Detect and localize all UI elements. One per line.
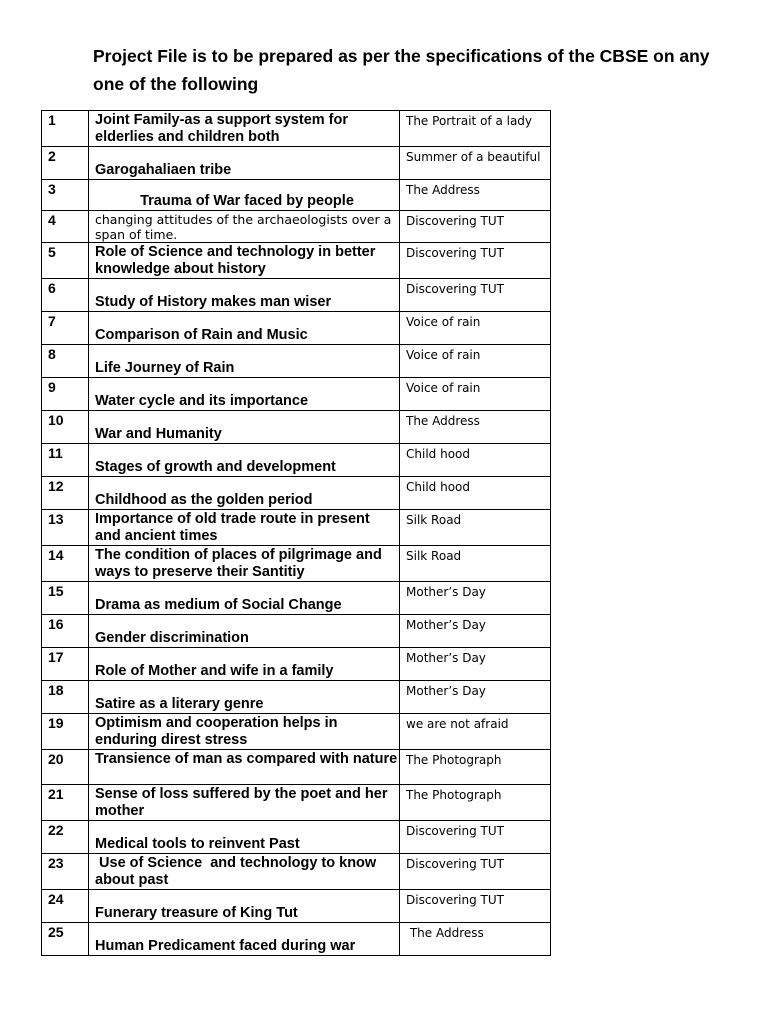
row-chapter: Discovering TUT xyxy=(400,243,551,279)
row-chapter: Child hood xyxy=(400,477,551,510)
row-topic xyxy=(89,411,400,444)
row-number: 4 xyxy=(42,211,89,243)
row-topic xyxy=(89,111,400,147)
row-chapter: Child hood xyxy=(400,444,551,477)
row-topic xyxy=(89,243,400,279)
row-chapter: Mother’s Day xyxy=(400,648,551,681)
row-topic xyxy=(89,890,400,923)
row-number: 3 xyxy=(42,180,89,211)
row-chapter: Mother’s Day xyxy=(400,582,551,615)
table-row xyxy=(42,582,551,615)
row-chapter: Voice of rain xyxy=(400,345,551,378)
row-topic xyxy=(89,211,400,243)
row-topic xyxy=(89,546,400,582)
row-topic xyxy=(89,923,400,956)
row-chapter: The Photograph xyxy=(400,750,551,785)
topic-text: Human Predicament faced during war xyxy=(95,938,356,954)
page-title: Project File is to be prepared as per the specifications of the CBSE on any one of the following xyxy=(93,46,710,94)
table-row xyxy=(42,444,551,477)
table-row xyxy=(42,211,551,243)
row-chapter: Discovering TUT xyxy=(400,821,551,854)
topic-text: Stages of growth and development xyxy=(95,459,336,475)
row-number: 12 xyxy=(42,477,89,510)
table-row xyxy=(42,681,551,714)
table-row xyxy=(42,411,551,444)
topic-text: Importance of old trade route in present and ancient times xyxy=(95,511,370,544)
topic-text: Medical tools to reinvent Past xyxy=(95,836,300,852)
topic-text: Trauma of War faced by people xyxy=(140,193,354,209)
row-number: 21 xyxy=(42,785,89,821)
row-chapter: Silk Road xyxy=(400,510,551,546)
row-number: 2 xyxy=(42,147,89,180)
row-chapter: Mother’s Day xyxy=(400,681,551,714)
topic-text: Joint Family-as a support system for elderlies and children both xyxy=(95,112,349,145)
row-topic xyxy=(89,378,400,411)
row-number: 8 xyxy=(42,345,89,378)
topic-text: Use of Science and technology to know about past xyxy=(95,855,381,888)
table-row xyxy=(42,510,551,546)
row-number: 1 xyxy=(42,111,89,147)
row-topic xyxy=(89,147,400,180)
row-topic xyxy=(89,345,400,378)
row-number: 13 xyxy=(42,510,89,546)
table-row xyxy=(42,923,551,956)
table-row xyxy=(42,785,551,821)
topic-text: Role of Science and technology in better knowledge about history xyxy=(95,244,376,277)
row-number: 6 xyxy=(42,279,89,312)
row-chapter: Discovering TUT xyxy=(400,854,551,890)
topic-text: changing attitudes of the archaeologists over a span of time. xyxy=(95,212,392,242)
topic-text: Life Journey of Rain xyxy=(95,360,235,376)
row-number: 11 xyxy=(42,444,89,477)
topic-text: Sense of loss suffered by the poet and her mother xyxy=(95,786,388,819)
row-number: 19 xyxy=(42,714,89,750)
row-chapter: The Portrait of a lady xyxy=(400,111,551,147)
topic-text: Garogahaliaen tribe xyxy=(95,162,232,178)
row-topic xyxy=(89,180,400,211)
row-topic xyxy=(89,854,400,890)
row-number: 20 xyxy=(42,750,89,785)
row-number: 17 xyxy=(42,648,89,681)
table-row xyxy=(42,546,551,582)
row-number: 22 xyxy=(42,821,89,854)
row-chapter: The Address xyxy=(400,180,551,211)
row-chapter: Silk Road xyxy=(400,546,551,582)
table-row xyxy=(42,378,551,411)
table-row xyxy=(42,714,551,750)
row-number: 14 xyxy=(42,546,89,582)
table-row xyxy=(42,648,551,681)
row-number: 18 xyxy=(42,681,89,714)
table-row xyxy=(42,477,551,510)
row-number: 16 xyxy=(42,615,89,648)
row-chapter: The Address xyxy=(400,411,551,444)
table-row xyxy=(42,854,551,890)
row-chapter: Discovering TUT xyxy=(400,279,551,312)
project-topics-table xyxy=(41,110,551,956)
table-row xyxy=(42,279,551,312)
table-row xyxy=(42,180,551,211)
row-chapter: Discovering TUT xyxy=(400,890,551,923)
row-topic xyxy=(89,312,400,345)
topic-text: Water cycle and its importance xyxy=(95,393,309,409)
row-chapter: Discovering TUT xyxy=(400,211,551,243)
topic-text: The condition of places of pilgrimage and ways to preserve their Santitiy xyxy=(95,547,382,580)
table-row xyxy=(42,615,551,648)
row-number: 25 xyxy=(42,923,89,956)
row-topic xyxy=(89,785,400,821)
topic-text: Gender discrimination xyxy=(95,630,249,646)
row-topic xyxy=(89,477,400,510)
table-row xyxy=(42,111,551,147)
row-topic xyxy=(89,615,400,648)
row-number: 9 xyxy=(42,378,89,411)
row-topic xyxy=(89,444,400,477)
row-chapter: Voice of rain xyxy=(400,378,551,411)
row-topic xyxy=(89,750,400,785)
table-row xyxy=(42,750,551,785)
topic-text: Funerary treasure of King Tut xyxy=(95,905,298,921)
topic-text: Childhood as the golden period xyxy=(95,492,313,508)
row-topic xyxy=(89,714,400,750)
topic-text: Role of Mother and wife in a family xyxy=(95,663,334,679)
row-number: 7 xyxy=(42,312,89,345)
topic-text: Study of History makes man wiser xyxy=(95,294,332,310)
topic-text: War and Humanity xyxy=(95,426,222,442)
topic-text: Satire as a literary genre xyxy=(95,696,264,712)
row-topic xyxy=(89,582,400,615)
table-row xyxy=(42,821,551,854)
table-row xyxy=(42,345,551,378)
row-number: 5 xyxy=(42,243,89,279)
row-number: 23 xyxy=(42,854,89,890)
row-chapter: Mother’s Day xyxy=(400,615,551,648)
topic-text: Transience of man as compared with nature xyxy=(95,751,398,767)
row-chapter: Voice of rain xyxy=(400,312,551,345)
row-topic xyxy=(89,279,400,312)
row-chapter: we are not afraid xyxy=(400,714,551,750)
row-number: 24 xyxy=(42,890,89,923)
topic-text: Comparison of Rain and Music xyxy=(95,327,308,343)
row-chapter: The Photograph xyxy=(400,785,551,821)
table-row xyxy=(42,890,551,923)
table-row xyxy=(42,312,551,345)
row-topic xyxy=(89,821,400,854)
topic-text: Drama as medium of Social Change xyxy=(95,597,342,613)
table-row xyxy=(42,147,551,180)
row-chapter: The Address xyxy=(400,923,551,956)
topic-text: Optimism and cooperation helps in enduring direst stress xyxy=(95,715,338,748)
row-topic xyxy=(89,648,400,681)
row-topic xyxy=(89,681,400,714)
row-number: 10 xyxy=(42,411,89,444)
row-chapter: Summer of a beautiful xyxy=(400,147,551,180)
table-row xyxy=(42,243,551,279)
row-number: 15 xyxy=(42,582,89,615)
row-topic xyxy=(89,510,400,546)
